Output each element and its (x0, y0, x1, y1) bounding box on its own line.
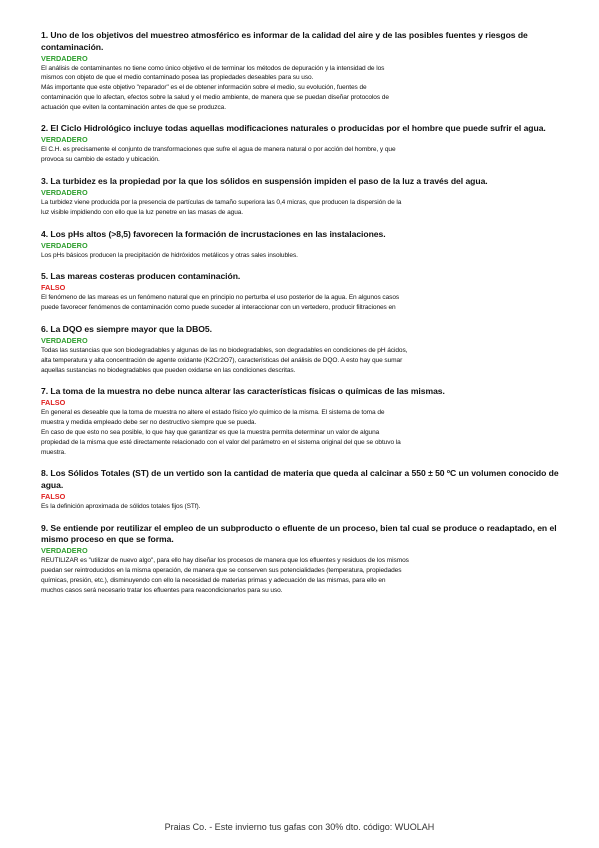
answer-line: El fenómeno de las mareas es un fenómeno natural que en principio no perturba el uso posterior de la agua. En algunos casos (41, 294, 400, 302)
verdict-false-label: FALSO (41, 283, 66, 293)
question-title: 5. Las mareas costeras producen contaminación. (41, 271, 241, 282)
question-block (41, 123, 561, 165)
answer-line: En general es deseable que la toma de muestra no altere el estado físico y/o químico de la misma. El sistema de toma de (41, 409, 385, 417)
answer-line: provoca su cambio de estado y ubicación. (41, 156, 160, 164)
answer-line: Es la definición aproximada de sólidos totales fijos (STf). (41, 502, 201, 510)
answer-line: muestra. (41, 448, 66, 456)
answer-line: La turbidez viene producida por la presencia de partículas de tamaño superiora las 0,4 micras, que producen la dispersión de la (41, 199, 402, 207)
question-title: 3. La turbidez es la propiedad por la que los sólidos en suspensión impiden el paso de la luz a través del agua. (41, 176, 488, 187)
answer-line: En caso de que esto no sea posible, lo que hay que garantizar es que la muestra permita determinar un valor de alguna (41, 429, 380, 437)
question-block (41, 523, 561, 596)
answer-line: químicas, presión, etc.), disminuyendo con ello la necesidad de materias primas y adecuación de las mismas, para ello en (41, 576, 386, 584)
verdict-true-label: VERDADERO (41, 546, 88, 556)
verdict-true-label: VERDADERO (41, 240, 88, 250)
footer-ad: Praias Co. - Este invierno tus gafas con 30% dto. código: WUOLAH (164, 822, 435, 832)
question-title: 9. Se entiende por reutilizar el empleo de un subproducto o efluente de un proceso, bien tal cual se produce o readaptado, en el mismo proceso en que se forma. (41, 522, 557, 545)
answer-line: puedan ser reintroducidos en la misma operación, de manera que se conserven sus potencialidades (temperatura, propiedades (41, 567, 402, 575)
answer-line: Los pHs básicos producen la precipitación de hidróxidos metálicos y otras sales insolubles. (41, 251, 298, 259)
answer-line: El C.H. es precisamente el conjunto de transformaciones que sufre el agua de manera natural o por acción del hombre, y que (41, 146, 396, 154)
answer-line: El análisis de contaminantes no tiene como único objetivo el de terminar los métodos de depuración y la intensidad de los (41, 64, 385, 72)
answer-line: puede favorecer fenómenos de contaminación como puede suceder al interaccionar con un vertedero, producir filtraciones en (41, 304, 396, 312)
question-title: 7. La toma de la muestra no debe nunca alterar las características físicas o químicas de las mismas. (41, 386, 445, 397)
answer-line: alta temperatura y alta concentración de agente oxidante (K2Cr2O7), características del análisis de DQO. A esto hay que sumar (41, 356, 403, 364)
question-title: 1. Uno de los objetivos del muestreo atmosférico es informar de la calidad del aire y de las posibles fuentes y riesgos de contaminación. (41, 30, 528, 52)
answer-line: muchos casos será necesario tratar los efluentes para reacondicionarlos para su uso. (41, 586, 283, 594)
answer-line: aquellas sustancias no biodegradables que pueden oxidarse en las condiciones descritas. (41, 366, 296, 374)
question-list (41, 30, 561, 595)
question-block (41, 229, 561, 261)
question-title: 4. Los pHs altos (>8,5) favorecen la formación de incrustaciones en las instalaciones. (41, 228, 386, 239)
answer-line: Todas las sustancias que son biodegradables y algunas de las no biodegradables, son degradables en condiciones de pH ácidos, (41, 347, 408, 355)
question-title: 2. El Ciclo Hidrológico incluye todas aquellas modificaciones naturales o producidas por el hombre que puede sufrir el agua. (41, 123, 546, 134)
document-body (41, 30, 561, 606)
question-block (41, 468, 561, 511)
question-block (41, 30, 561, 112)
question-block (41, 386, 561, 457)
question-title: 8. Los Sólidos Totales (ST) de un vertido son la cantidad de materia que queda al calcinar a 550 ± 50 ºC un volumen conocido de agua. (41, 468, 559, 490)
answer-line: propiedad de la misma que esté directamente relacionado con el valor del parámetro en el sistema original del que se obtuvo la (41, 438, 401, 446)
answer-line: contaminación que lo afectan, efectos sobre la salud y el medio ambiente, de manera que se puedan diseñar protocolos de (41, 93, 389, 101)
answer-line: muestra y medida empleado debe ser no destructivo siempre que se pueda. (41, 419, 257, 427)
answer-line: mismos con objeto de que el medio contaminado posea las propiedades deseables para su uso. (41, 74, 314, 82)
answer-line: actuación que eviten la contaminación antes de que se produzca. (41, 103, 226, 111)
verdict-true-label: VERDADERO (41, 188, 88, 198)
question-title: 6. La DQO es siempre mayor que la DBO5. (41, 324, 212, 335)
verdict-true-label: VERDADERO (41, 336, 88, 346)
verdict-false-label: FALSO (41, 491, 66, 501)
verdict-false-label: FALSO (41, 398, 66, 408)
verdict-true-label: VERDADERO (41, 53, 88, 63)
verdict-true-label: VERDADERO (41, 135, 88, 145)
question-block (41, 176, 561, 218)
answer-line: luz visible impidiendo con ello que la luz penetre en las masas de agua. (41, 208, 244, 216)
question-block (41, 324, 561, 375)
question-block (41, 271, 561, 313)
answer-line: REUTILIZAR es "utilizar de nuevo algo", para ello hay diseñar los procesos de manera que los efluentes y residuos de los mismos (41, 557, 409, 565)
answer-line: Más importante que este objetivo "reparador" es el de obtener información sobre el medio, su evolución, fuentes de (41, 84, 367, 92)
